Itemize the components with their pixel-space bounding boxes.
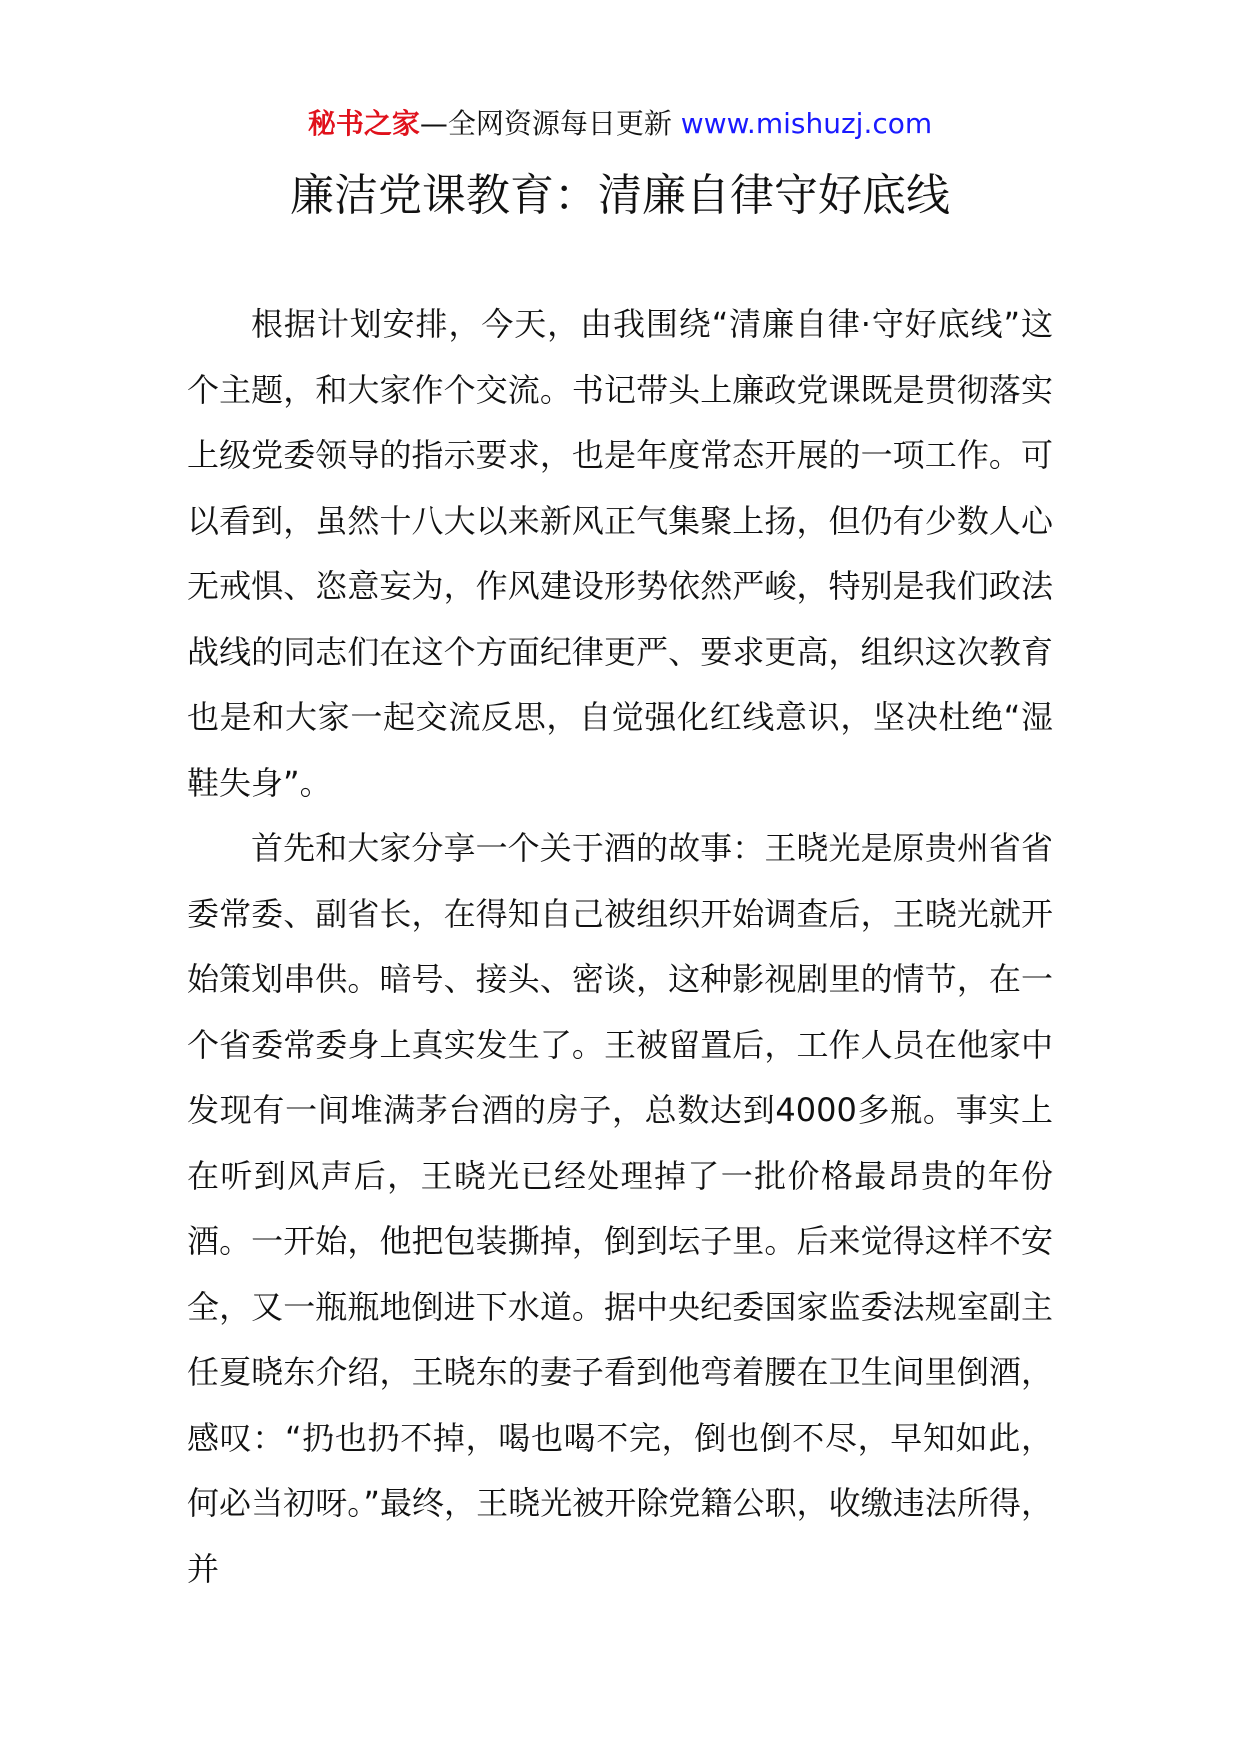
document-body	[187, 292, 1053, 1602]
site-url-link[interactable]: www.mishuzj.com	[680, 107, 933, 140]
site-tagline: —全网资源每日更新	[419, 107, 672, 140]
site-header	[0, 104, 1240, 144]
body-paragraph-1: 根据计划安排，今天，由我围绕“清廉自律·守好底线”这个主题，和大家作个交流。书记带头上廉政党课既是贯彻落实上级党委领导的指示要求，也是年度常态开展的一项工作。可以看到，虽然十八大以来新风正气集聚上扬，但仍有少数人心无戒惧、恣意妄为，作风建设形势依然严峻，特别是我们政法战线的同志们在这个方面纪律更严、要求更高，组织这次教育也是和大家一起交流反思，自觉强化红线意识，坚决杜绝“湿鞋失身”。	[187, 305, 1053, 802]
document-title: 廉洁党课教育：清廉自律守好底线	[290, 170, 950, 221]
body-paragraph-2: 首先和大家分享一个关于酒的故事：王晓光是原贵州省省委常委、副省长，在得知自己被组织开始调查后，王晓光就开始策划串供。暗号、接头、密谈，这种影视剧里的情节，在一个省委常委身上真实发生了。王被留置后，工作人员在他家中发现有一间堆满茅台酒的房子，总数达到4000多瓶。事实上在听到风声后，王晓光已经处理掉了一批价格最昂贵的年份酒。一开始，他把包装撕掉，倒到坛子里。后来觉得这样不安全，又一瓶瓶地倒进下水道。据中央纪委国家监委法规室副主任夏晓东介绍，王晓东的妻子看到他弯着腰在卫生间里倒酒，感叹：“扔也扔不掉，喝也喝不完，倒也倒不尽，早知如此，何必当初呀。”最终，王晓光被开除党籍公职，收缴违法所得，并	[187, 829, 1053, 1588]
site-brand: 秘书之家	[307, 107, 420, 140]
